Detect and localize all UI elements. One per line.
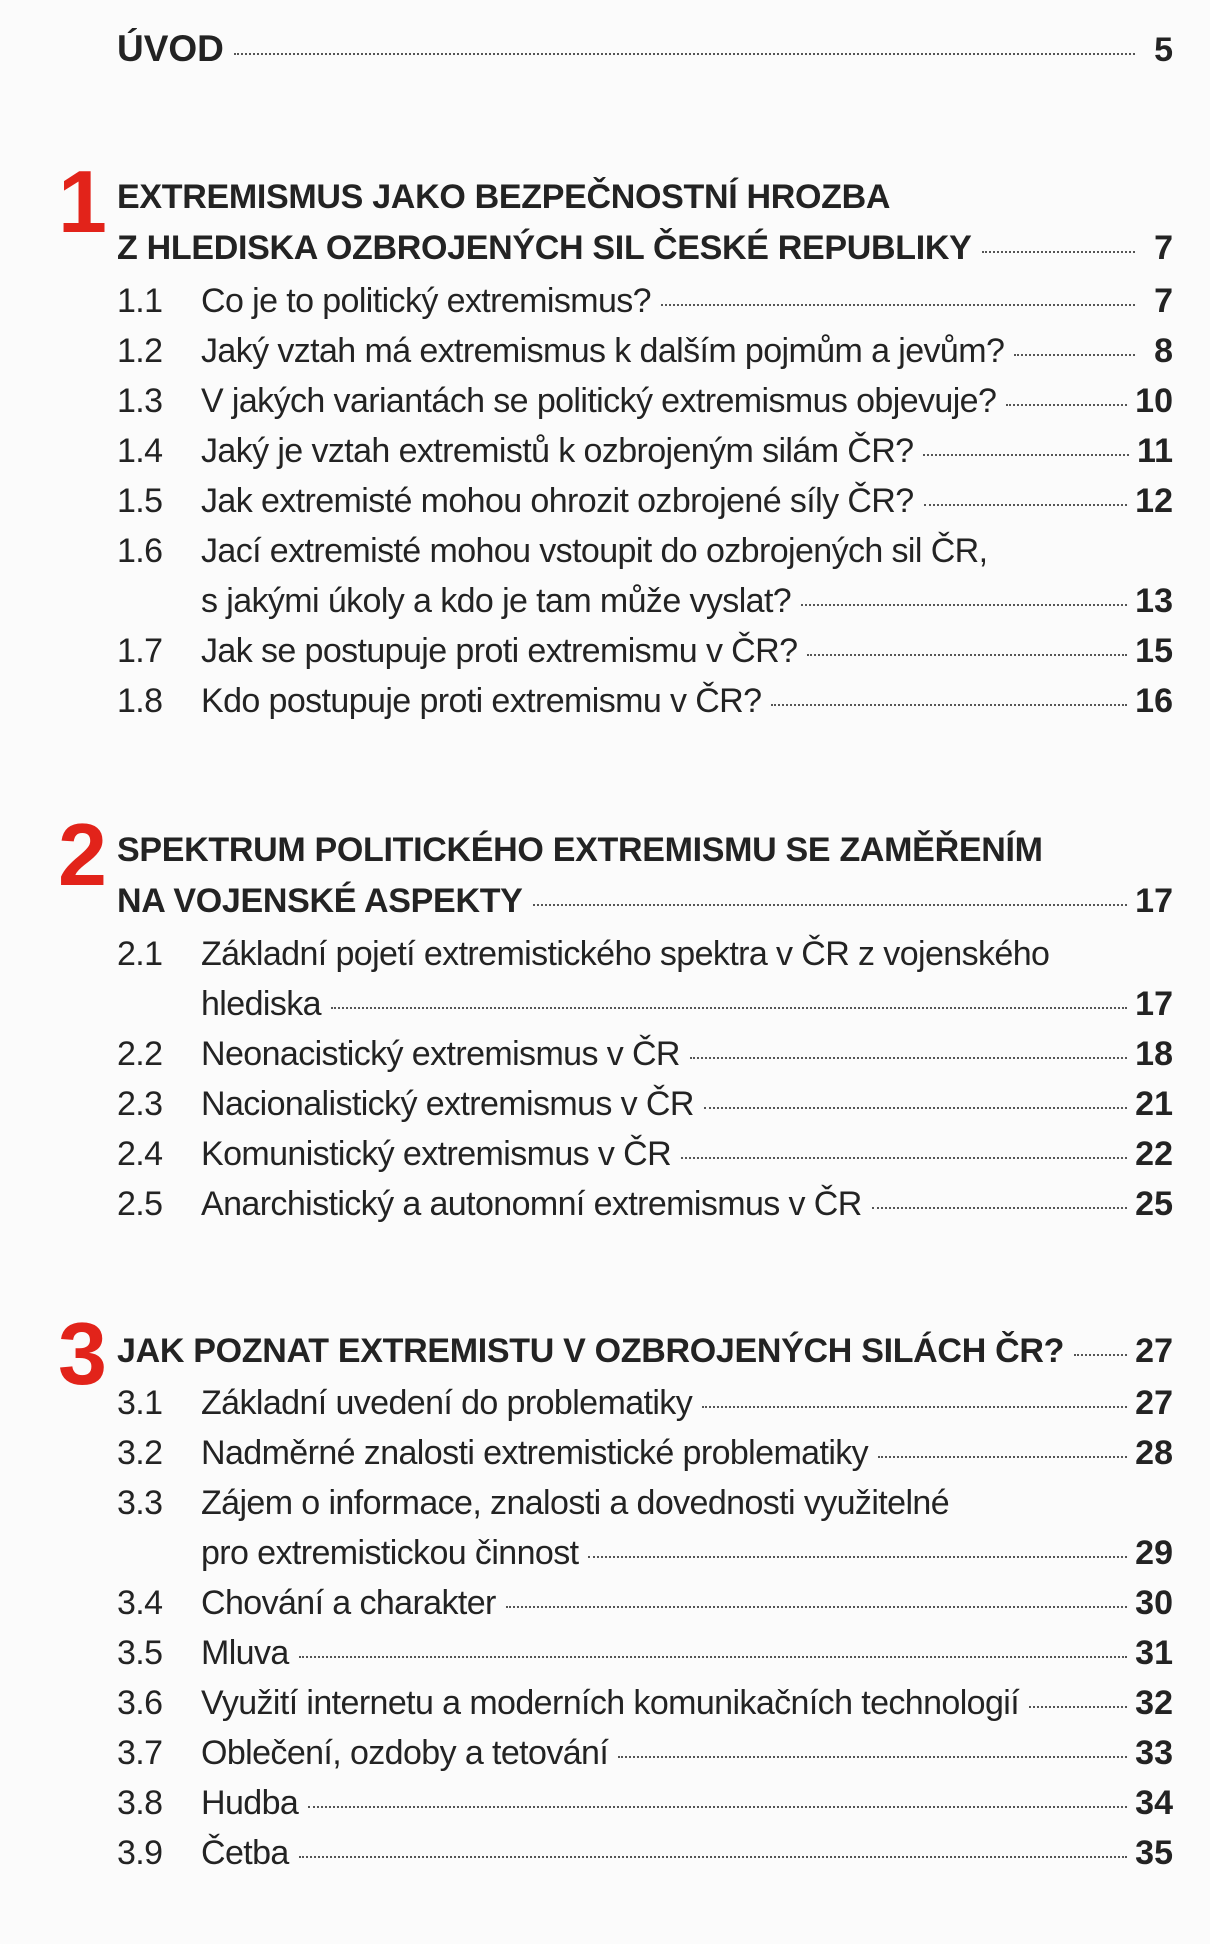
entry-title: Zájem o informace, znalosti a dovednosti využitelné <box>201 1484 950 1522</box>
entry-page-number: 25 <box>1135 1185 1173 1223</box>
intro-title: ÚVOD <box>117 28 224 69</box>
toc-entry-3-4[interactable] <box>117 1578 1173 1628</box>
toc-entry-1-1[interactable] <box>117 276 1173 326</box>
entry-page-number: 10 <box>1135 382 1173 420</box>
entry-title: Jak se postupuje proti extremismu v ČR? <box>201 632 798 670</box>
entry-title: Anarchistický a autonomní extremismus v ČR <box>201 1185 862 1223</box>
entry-title-continued: hlediska <box>201 985 321 1023</box>
entry-number: 3.2 <box>117 1434 163 1472</box>
entry-page-number: 32 <box>1135 1684 1173 1722</box>
toc-intro-entry[interactable] <box>117 28 1173 70</box>
entry-page-number: 7 <box>1154 282 1173 320</box>
toc-entry-2-3[interactable] <box>117 1079 1173 1129</box>
entry-title: Četba <box>201 1834 289 1872</box>
chapter-title[interactable] <box>117 1326 1173 1377</box>
dot-leader <box>982 251 1135 253</box>
chapter-title-line: EXTREMISMUS JAKO BEZPEČNOSTNÍ HROZBA <box>117 178 891 216</box>
chapter-entries <box>117 1378 1173 1878</box>
entry-number: 1.1 <box>117 282 163 320</box>
toc-entry-2-2[interactable] <box>117 1029 1173 1079</box>
chapter-number: 2 <box>58 805 107 904</box>
dot-leader <box>506 1606 1127 1608</box>
entry-page-number: 29 <box>1135 1534 1173 1572</box>
entry-page-number: 8 <box>1154 332 1173 370</box>
dot-leader <box>1074 1354 1127 1356</box>
dot-leader <box>1029 1706 1127 1708</box>
toc-entry-3-2[interactable] <box>117 1428 1173 1478</box>
entry-number: 1.2 <box>117 332 163 370</box>
entry-title: Využití internetu a moderních komunikačních technologií <box>201 1684 1020 1722</box>
toc-entry-1-7[interactable] <box>117 626 1173 676</box>
entry-number: 3.6 <box>117 1684 163 1722</box>
toc-entry-1-6[interactable] <box>117 526 1173 626</box>
dot-leader <box>1006 404 1127 406</box>
entry-number: 3.7 <box>117 1734 163 1772</box>
entry-page-number: 31 <box>1135 1634 1173 1672</box>
entry-title: V jakých variantách se politický extremismus objevuje? <box>201 382 997 420</box>
entry-number: 1.8 <box>117 682 163 720</box>
entry-title: Jak extremisté mohou ohrozit ozbrojené síly ČR? <box>201 482 914 520</box>
dot-leader <box>618 1756 1127 1758</box>
entry-title: Nadměrné znalosti extremistické problematiky <box>201 1434 869 1472</box>
chapter-title-line: Z HLEDISKA OZBROJENÝCH SIL ČESKÉ REPUBLIKY <box>117 229 972 267</box>
dot-leader <box>661 304 1135 306</box>
chapter-number: 3 <box>58 1304 107 1403</box>
dot-leader <box>588 1556 1127 1558</box>
toc-entry-1-8[interactable] <box>117 676 1173 726</box>
chapter-title-line: JAK POZNAT EXTREMISTU V OZBROJENÝCH SILÁCH ČR? <box>117 1332 1065 1370</box>
dot-leader <box>690 1057 1127 1059</box>
entry-title: Jaký je vztah extremistů k ozbrojeným silám ČR? <box>201 432 914 470</box>
entry-title: Neonacistický extremismus v ČR <box>201 1035 680 1073</box>
entry-title-continued: pro extremistickou činnost <box>201 1534 579 1572</box>
toc-entry-2-1[interactable] <box>117 929 1173 1029</box>
entry-page-number: 33 <box>1135 1734 1173 1772</box>
entry-page-number: 27 <box>1135 1384 1173 1422</box>
entry-number: 1.6 <box>117 532 163 570</box>
chapter-entries <box>117 276 1173 726</box>
entry-number: 3.8 <box>117 1784 163 1822</box>
entry-page-number: 18 <box>1135 1035 1173 1073</box>
toc-entry-2-4[interactable] <box>117 1129 1173 1179</box>
dot-leader <box>771 704 1127 706</box>
chapter-title-line: NA VOJENSKÉ ASPEKTY <box>117 882 523 920</box>
entry-number: 2.3 <box>117 1085 163 1123</box>
entry-page-number: 30 <box>1135 1584 1173 1622</box>
chapter-title[interactable] <box>117 172 1173 274</box>
chapter-entries <box>117 929 1173 1229</box>
toc-entry-3-5[interactable] <box>117 1628 1173 1678</box>
toc-entry-2-5[interactable] <box>117 1179 1173 1229</box>
entry-title: Hudba <box>201 1784 299 1822</box>
entry-number: 3.3 <box>117 1484 163 1522</box>
dot-leader <box>1014 354 1135 356</box>
toc-entry-1-4[interactable] <box>117 426 1173 476</box>
entry-number: 3.4 <box>117 1584 163 1622</box>
entry-number: 1.3 <box>117 382 163 420</box>
entry-page-number: 21 <box>1135 1085 1173 1123</box>
toc-entry-3-1[interactable] <box>117 1378 1173 1428</box>
entry-page-number: 28 <box>1135 1434 1173 1472</box>
entry-title-continued: s jakými úkoly a kdo je tam může vyslat? <box>201 582 792 620</box>
entry-number: 1.7 <box>117 632 163 670</box>
entry-title: Základní pojetí extremistického spektra v ČR z vojenského <box>201 935 1050 973</box>
entry-page-number: 35 <box>1135 1834 1173 1872</box>
toc-entry-1-3[interactable] <box>117 376 1173 426</box>
entry-title: Co je to politický extremismus? <box>201 282 651 320</box>
entry-number: 3.9 <box>117 1834 163 1872</box>
entry-title: Jací extremisté mohou vstoupit do ozbrojených sil ČR, <box>201 532 988 570</box>
toc-entry-1-2[interactable] <box>117 326 1173 376</box>
dot-leader <box>807 654 1127 656</box>
entry-page-number: 11 <box>1137 432 1173 470</box>
entry-title: Základní uvedení do problematiky <box>201 1384 693 1422</box>
chapter-page-number: 17 <box>1135 882 1173 920</box>
entry-page-number: 34 <box>1135 1784 1173 1822</box>
entry-number: 2.2 <box>117 1035 163 1073</box>
entry-page-number: 15 <box>1135 632 1173 670</box>
intro-page-number: 5 <box>1154 31 1173 69</box>
entry-number: 3.5 <box>117 1634 163 1672</box>
chapter-page-number: 7 <box>1154 229 1173 267</box>
dot-leader <box>533 904 1128 906</box>
entry-title: Nacionalistický extremismus v ČR <box>201 1085 694 1123</box>
entry-page-number: 12 <box>1135 482 1173 520</box>
entry-title: Oblečení, ozdoby a tetování <box>201 1734 609 1772</box>
entry-title: Chování a charakter <box>201 1584 496 1622</box>
chapter-title[interactable] <box>117 825 1173 927</box>
entry-title: Komunistický extremismus v ČR <box>201 1135 672 1173</box>
toc-entry-3-8[interactable] <box>117 1778 1173 1828</box>
toc-entry-3-7[interactable] <box>117 1728 1173 1778</box>
entry-number: 2.4 <box>117 1135 163 1173</box>
entry-number: 3.1 <box>117 1384 163 1422</box>
entry-page-number: 16 <box>1135 682 1173 720</box>
entry-number: 2.5 <box>117 1185 163 1223</box>
dot-leader <box>924 504 1128 506</box>
entry-title: Mluva <box>201 1634 289 1672</box>
chapter-title-line: SPEKTRUM POLITICKÉHO EXTREMISMU SE ZAMĚŘENÍM <box>117 831 1043 869</box>
chapter-page-number: 27 <box>1135 1332 1173 1370</box>
toc-entry-3-9[interactable] <box>117 1828 1173 1878</box>
toc-entry-3-6[interactable] <box>117 1678 1173 1728</box>
entry-page-number: 22 <box>1135 1135 1173 1173</box>
dot-leader <box>299 1656 1127 1658</box>
entry-number: 1.4 <box>117 432 163 470</box>
toc-entry-1-5[interactable] <box>117 476 1173 526</box>
chapter-number: 1 <box>58 152 107 251</box>
dot-leader <box>681 1157 1127 1159</box>
entry-page-number: 13 <box>1135 582 1173 620</box>
dot-leader <box>801 604 1127 606</box>
dot-leader <box>923 454 1129 456</box>
dot-leader <box>872 1207 1127 1209</box>
dot-leader <box>299 1856 1127 1858</box>
dot-leader <box>704 1107 1127 1109</box>
dot-leader <box>878 1456 1127 1458</box>
toc-entry-3-3[interactable] <box>117 1478 1173 1578</box>
entry-number: 1.5 <box>117 482 163 520</box>
entry-number: 2.1 <box>117 935 163 973</box>
entry-title: Jaký vztah má extremismus k dalším pojmům a jevům? <box>201 332 1005 370</box>
dot-leader <box>308 1806 1127 1808</box>
entry-page-number: 17 <box>1135 985 1173 1023</box>
dot-leader <box>702 1406 1127 1408</box>
entry-title: Kdo postupuje proti extremismu v ČR? <box>201 682 762 720</box>
dot-leader <box>234 53 1135 55</box>
dot-leader <box>331 1007 1127 1009</box>
